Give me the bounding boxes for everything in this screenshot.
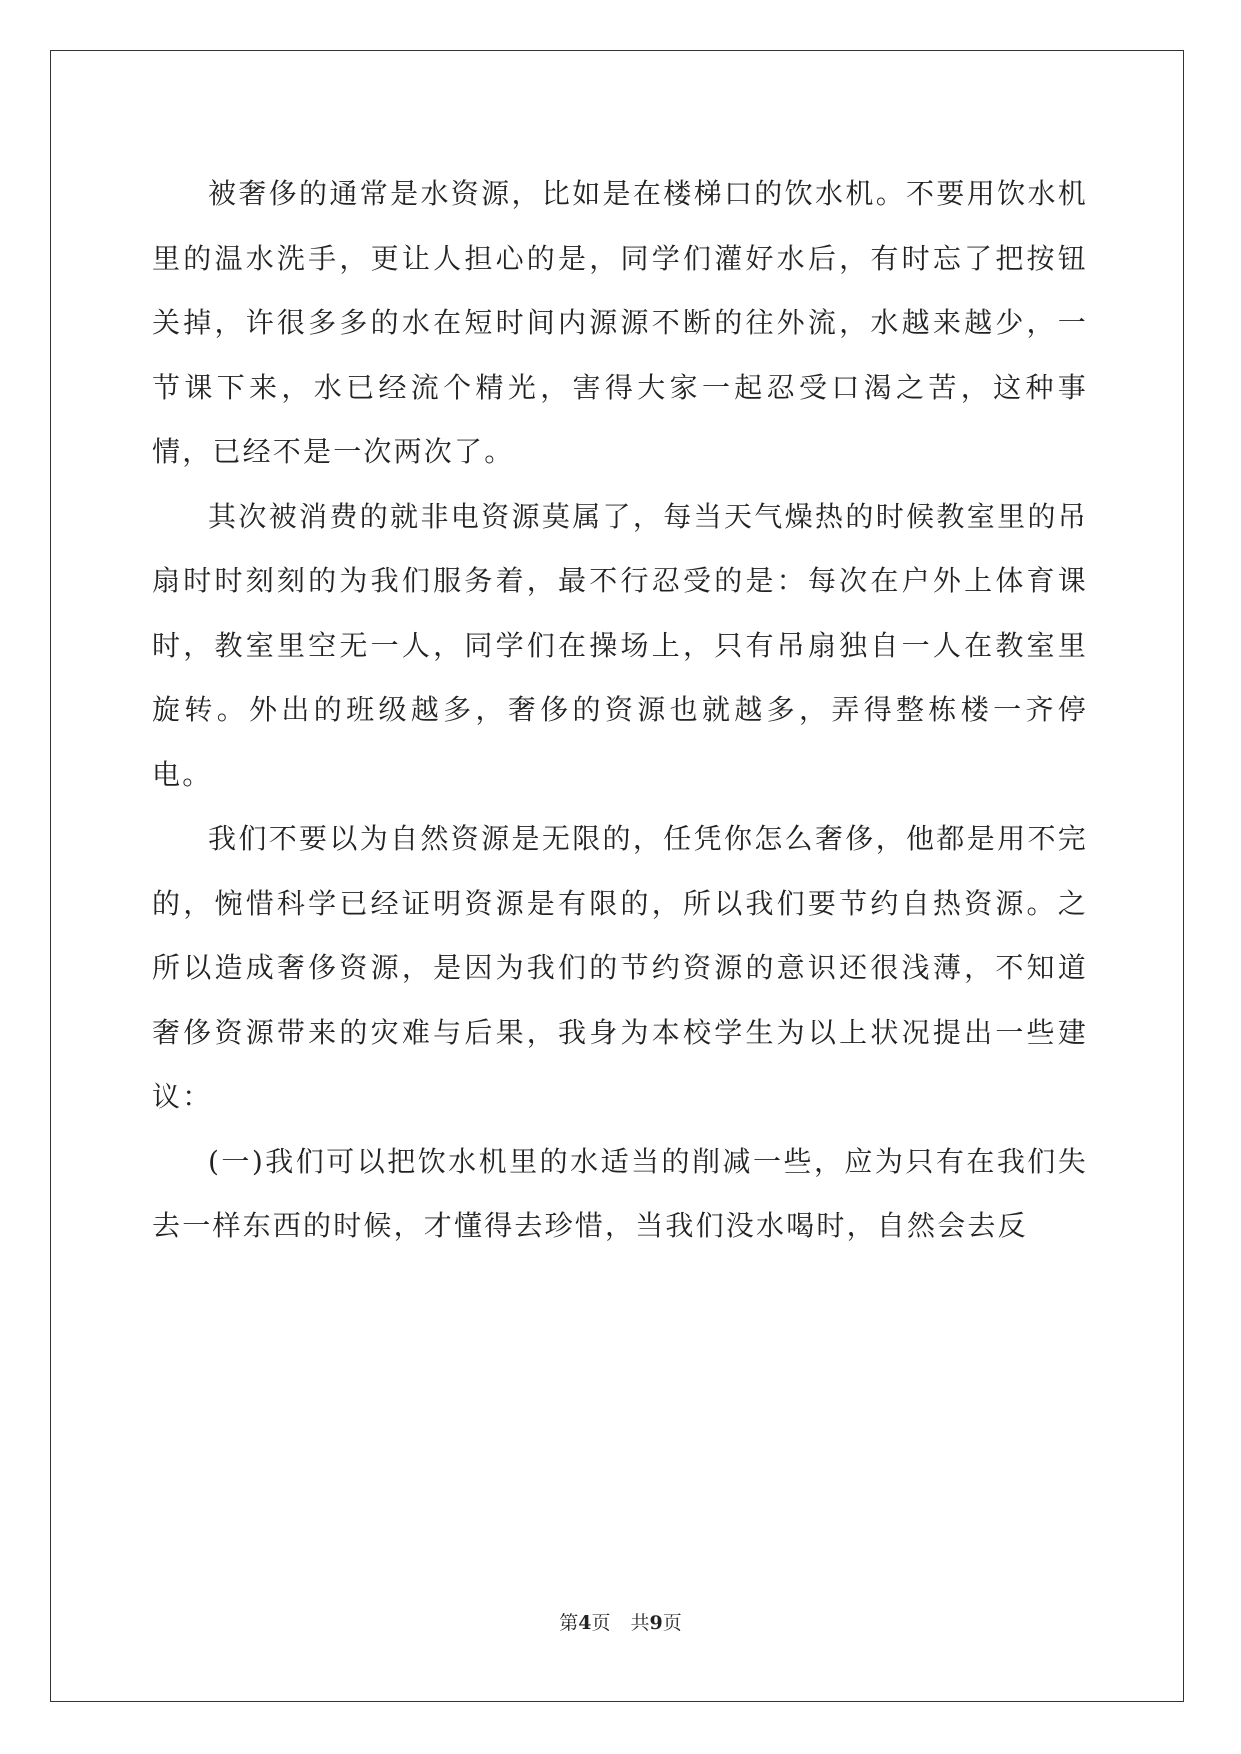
- paragraph-3: 我们不要以为自然资源是无限的，任凭你怎么奢侈，他都是用不完的，惋惜科学已经证明资源是有限的，所以我们要节约自热资源。之所以造成奢侈资源，是因为我们的节约资源的意识还很浅薄，不知道奢侈资源带来的灾难与后果，我身为本校学生为以上状况提出一些建议：: [152, 822, 1088, 1113]
- total-suffix: 页: [662, 1612, 682, 1634]
- total-page-count: 9: [649, 1612, 663, 1634]
- paragraph-2: 其次被消费的就非电资源莫属了，每当天气燥热的时候教室里的吊扇时时刻刻的为我们服务着，最不行忍受的是：每次在户外上体育课时，教室里空无一人，同学们在操场上，只有吊扇独自一人在教室里旋转。外出的班级越多，奢侈的资源也就越多，弄得整栋楼一齐停电。: [152, 499, 1088, 791]
- paragraph-4: (一)我们可以把饮水机里的水适当的削减一些，应为只有在我们失去一样东西的时候，才懂得去珍惜，当我们没水喝时，自然会去反: [152, 1144, 1088, 1242]
- page-suffix: 页: [591, 1612, 611, 1634]
- page-footer: [0, 1608, 1241, 1635]
- total-prefix: 共: [630, 1612, 650, 1634]
- current-page-number: 4: [578, 1612, 592, 1634]
- page-prefix: 第: [559, 1612, 579, 1634]
- paragraph-1: 被奢侈的通常是水资源，比如是在楼梯口的饮水机。不要用饮水机里的温水洗手，更让人担心的是，同学们灌好水后，有时忘了把按钮关掉，许很多多的水在短时间内源源不断的往外流，水越来越少，一节课下来，水已经流个精光，害得大家一起忍受口渴之苦，这种事情，已经不是一次两次了。: [152, 177, 1088, 468]
- document-body: [152, 162, 1088, 1259]
